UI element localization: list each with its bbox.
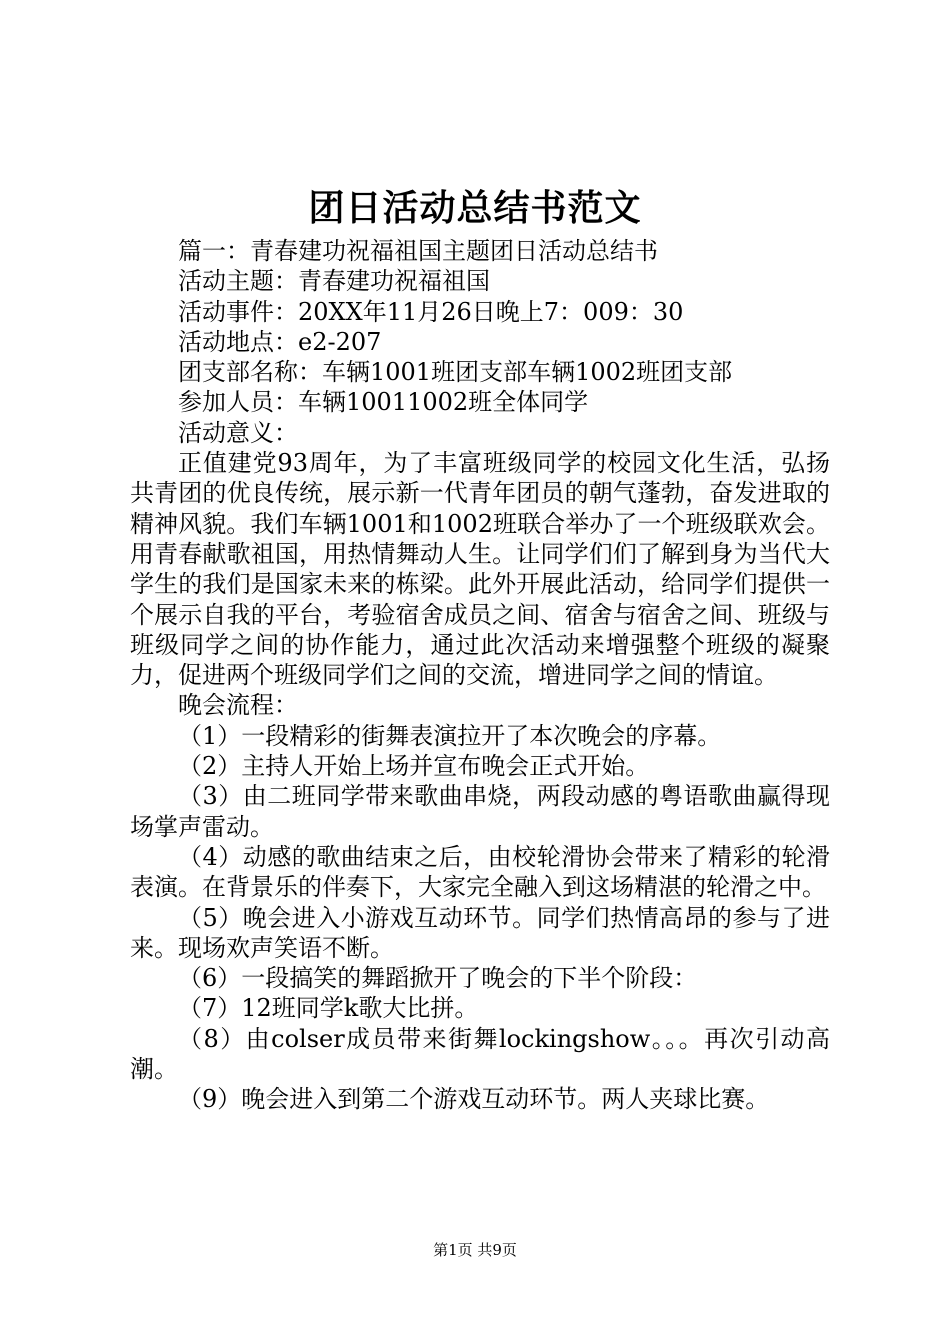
- document-title: 团日活动总结书范文: [308, 187, 642, 229]
- paragraph-program-item: （9）晚会进入到第二个游戏互动环节。两人夹球比赛。: [178, 1085, 770, 1114]
- paragraph-program-item: （3）由二班同学带来歌曲串烧，两段动感的粤语歌曲赢得现场掌声雷动。: [130, 782, 830, 841]
- paragraph-program-item: （7）12班同学k歌大比拼。: [178, 994, 479, 1023]
- document-body: [130, 236, 830, 1115]
- paragraph-branch-name: 团支部名称：车辆1001班团支部车辆1002班团支部: [178, 358, 733, 387]
- paragraph-activity-time: 活动事件：20XX年11月26日晚上7：009：30: [178, 297, 684, 326]
- paragraph-program-item: （5）晚会进入小游戏互动环节。同学们热情高昂的参与了进来。现场欢声笑语不断。: [130, 903, 830, 962]
- paragraph-program-item: （2）主持人开始上场并宣布晚会正式开始。: [178, 752, 650, 781]
- page-footer: 第1页 共9页: [433, 1241, 517, 1259]
- paragraph-program-item: （6）一段搞笑的舞蹈掀开了晚会的下半个阶段：: [178, 964, 698, 993]
- paragraph-program-item: （8）由colser成员带来街舞lockingshow。。。再次引动高潮。: [130, 1024, 830, 1084]
- paragraph-article-heading: 篇一：青春建功祝福祖国主题团日活动总结书: [178, 237, 658, 265]
- paragraph-program-item: （1）一段精彩的街舞表演拉开了本次晚会的序幕。: [178, 721, 722, 750]
- paragraph-activity-theme: 活动主题：青春建功祝福祖国: [178, 267, 490, 296]
- paragraph-program-label: 晚会流程：: [178, 691, 298, 720]
- paragraph-significance-label: 活动意义：: [178, 418, 298, 447]
- paragraph-program-item: （4）动感的歌曲结束之后，由校轮滑协会带来了精彩的轮滑表演。在背景乐的伴奏下，大家完全融入到这场精湛的轮滑之中。: [130, 842, 830, 902]
- paragraph-participants: 参加人员：车辆10011002班全体同学: [178, 388, 589, 417]
- paragraph-activity-location: 活动地点：e2-207: [178, 327, 382, 356]
- paragraph-significance-body: 正值建党93周年，为了丰富班级同学的校园文化生活，弘扬共青团的优良传统，展示新一代青年团员的朝气蓬勃，奋发进取的精神风貌。我们车辆1001和1002班联合举办了一个班级联欢会。用青春献歌祖国，用热情舞动人生。让同学们们了解到身为当代大学生的我们是国家未来的栋梁。此外开展此活动，给同学们提供一个展示自我的平台，考验宿舍成员之间、宿舍与宿舍之间、班级与班级同学之间的协作能力，通过此次活动来增强整个班级的凝聚力，促进两个班级同学们之间的交流，增进同学之间的情谊。: [130, 449, 830, 690]
